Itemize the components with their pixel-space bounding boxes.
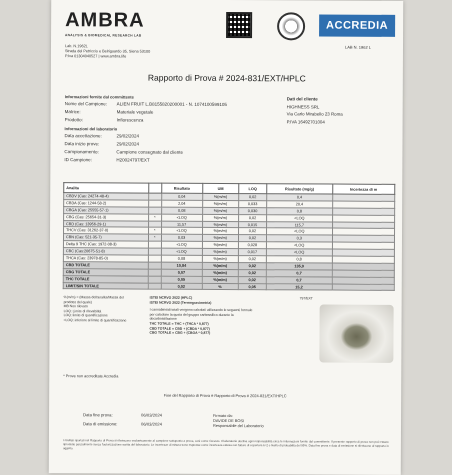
table-cell: %(m/m): [202, 228, 238, 235]
address-line: Lab. N.1962L: [64, 44, 88, 49]
lab-number: LAB N. 1962 L: [344, 44, 372, 50]
table-cell: 0,015: [238, 221, 266, 228]
table-cell: 0,08: [161, 207, 202, 214]
client-block: [287, 95, 343, 125]
column-header: [149, 183, 162, 193]
logo-text: AMBRA: [65, 9, 145, 32]
table-cell: 0,8: [267, 207, 333, 214]
table-cell: %(m/m): [202, 221, 238, 228]
table-cell: 0,08: [161, 255, 202, 262]
lab-field: Campionamento: Campione consegnato dal cliente: [64, 149, 184, 155]
client-line: HIGHNESS SRL: [286, 103, 320, 109]
table-cell: CBD (Cas: 13956-29-1): [64, 220, 149, 227]
column-header: UM: [202, 183, 238, 193]
table-cell: %(m/m): [202, 249, 238, 256]
method-line: ISTEI NCRVO 2022 (Termogravimetria): [149, 300, 212, 305]
table-cell: %(m/m): [202, 269, 238, 276]
table-cell: CBN (Cas: 521-35-7): [63, 234, 148, 241]
note-line: MB Non rilevato: [63, 304, 88, 309]
table-cell: 0,04: [161, 193, 202, 200]
formula-line: CBG TOTALE = CBG + (CBGA * 0,877): [149, 330, 211, 336]
column-header: Risultato (mg/g): [267, 184, 333, 194]
logo-subtitle: ANALYSIS & BIOMEDICAL RESEARCH LAB: [65, 33, 142, 38]
table-cell: %(m/m): [202, 193, 238, 200]
results-table: [63, 182, 396, 291]
method-line: ISTEI NCRVO 2022 (HPLC): [149, 295, 193, 300]
lab-address: [65, 44, 150, 59]
lab-field: Data inizio prove: 29/02/2024: [64, 141, 140, 147]
table-cell: CBD TOTALE: [63, 262, 148, 269]
table-cell: 0,02: [238, 214, 266, 221]
certification-seal-icon: [277, 12, 305, 40]
address-line: P.Iva 01304040527 | www.ambra.life: [64, 54, 127, 59]
table-cell: 11,57: [161, 221, 202, 228]
table-cell: %(m/m): [202, 255, 238, 262]
table-cell: %(m/m): [202, 207, 238, 214]
table-cell: <LOQ: [267, 214, 333, 221]
table-cell: LIMIT/SIN TOTALE: [63, 282, 148, 289]
table-cell: 0,4: [267, 194, 333, 201]
note-line: LOQ: Limite di rilevabilità: [63, 308, 102, 314]
table-cell: THCA (Cas: 23978-85-0): [63, 255, 148, 262]
table-cell: 20,4: [267, 201, 333, 208]
table-cell: CBG TOTALE: [63, 268, 148, 275]
method-text: I cannabinoidi totali vengono calcolati utilizzando le seguenti formule per calcolare la quota del gruppo carbossilico durante la decarbossilazione: [149, 307, 253, 322]
table-cell: 0,07: [161, 269, 202, 276]
table-cell: CBG (Cas: 25654-31-3): [64, 213, 149, 220]
table-cell: 0,03: [161, 235, 202, 242]
sample-field: Matrice: Materiale vegetale: [64, 109, 154, 115]
table-cell: 0,3: [266, 235, 332, 242]
client-line: P.IVA 16492701004: [286, 118, 325, 125]
table-cell: [148, 283, 161, 290]
table-cell: %: [202, 283, 238, 290]
table-cell: 0,02: [238, 276, 266, 283]
signature-block: [213, 414, 264, 429]
accreditation-note: * Prove non accreditate Accredia: [63, 374, 119, 379]
end-of-report-line: Fine del Rapporto di Prova # Rapporto di Prova # 2024-831/EXT/HPLC: [163, 392, 287, 399]
table-cell: 0,02: [239, 194, 267, 201]
table-cell: [332, 284, 394, 291]
lab-field: Data accettazione: 29/02/2024: [64, 133, 140, 139]
report-title: Rapporto di Prova # 2024-831/EXT/HPLC: [147, 72, 306, 84]
column-header: Analita: [64, 183, 149, 193]
table-cell: <LOQ: [266, 242, 332, 249]
sample-field: Prodotto: Infiorescenza: [64, 117, 144, 123]
sample-photo: [319, 304, 393, 362]
lab-field: ID Campione: H20024797/EXT: [64, 157, 150, 163]
table-cell: %(m/m): [202, 262, 238, 269]
lab-section-title: Informazioni del laboratorio: [64, 126, 118, 132]
table-cell: <LOQ: [161, 248, 202, 255]
table-cell: 0,05: [238, 283, 266, 290]
table-cell: 115,7: [267, 221, 333, 228]
report-page: [49, 0, 403, 475]
date-row: Data fine prova: 06/03/2024: [83, 412, 163, 418]
address-line: Strada del Petriccio e Belriguardo 35, Siena 53100: [64, 49, 151, 54]
table-cell: <LOQ: [161, 214, 202, 221]
table-cell: 0,05: [161, 276, 202, 283]
table-cell: 0,02: [161, 283, 202, 290]
table-cell: %(m/m): [202, 276, 238, 283]
signer-name: DAVIDE DE BOSI: [213, 417, 245, 423]
table-cell: <LOQ: [161, 228, 202, 235]
accredia-logo: ACCREDIA: [319, 14, 395, 36]
formula-line: CBD TOTALE = CBD + (CBDA * 0,877): [149, 326, 210, 331]
table-cell: 0,02: [238, 269, 266, 276]
legal-disclaimer: I risultati riportati nel Rapporto di Prova si riferiscono esclusivamente al campione sottoposto a prova, così come ricevuto. Il laboratorio declina ogni responsabilità circa le informazioni fornite dal committente. Il presente rapporto di prova non può essere riprodotto parzialmente senza l'autorizzazione scritta del laboratorio. Le incertezze di misura sono espresse come incertezza estesa con fattore di copertura k=2 e livello di probabilità del 95%. Data fine prova e data di emissione si riferiscono al rapporto in oggetto.: [62, 438, 389, 451]
table-cell: *: [149, 228, 162, 235]
table-cell: Delta 9 THC (Cas: 1972-08-3): [63, 241, 148, 248]
signer-role: Responsabile del Laboratorio: [213, 422, 264, 428]
column-header: Risultato: [161, 183, 202, 193]
notes-legend: [64, 295, 128, 323]
sample-field: Nome del Campione: ALIEN FRUIT L.B8155820200001 - N. 1074100599105: [64, 101, 227, 108]
table-cell: %(m/m): [202, 242, 238, 249]
notes-method: [149, 296, 257, 336]
table-cell: 0,02: [238, 228, 266, 235]
table-cell: 0,033: [239, 200, 267, 207]
column-header: LOQ: [239, 184, 267, 194]
signer-label: Firmato da:: [213, 412, 233, 419]
table-cell: 0,017: [238, 249, 266, 256]
table-cell: *: [149, 214, 162, 221]
table-cell: CBDV (Cas: 24274-48-4): [64, 193, 149, 200]
formula-line: THC TOTALE = THC + (THCA * 0,877): [149, 321, 209, 326]
date-row: Data di emissione: 06/03/2024: [83, 420, 163, 427]
table-cell: THCV (Cas: 31262-37-0): [64, 227, 149, 234]
table-cell: <LOQ: [161, 241, 202, 248]
table-cell: CBGA (Cas: 25555-57-1): [64, 206, 149, 213]
results-body: [63, 193, 395, 291]
note-line: LOQ: limite di quantificazione: [63, 313, 108, 318]
table-cell: %(m/m): [202, 214, 238, 221]
sample-section-title: Informazioni fornite dal committente: [64, 94, 134, 100]
photo-label: 797/EXT: [299, 296, 313, 301]
table-cell: 135,9: [266, 263, 332, 270]
table-cell: %(m/m): [202, 235, 238, 242]
qr-code-icon: [226, 12, 252, 38]
table-cell: 0,028: [238, 242, 266, 249]
total-row: [63, 282, 394, 291]
table-cell: 2,04: [161, 200, 202, 207]
column-header: Incertezza di m: [332, 184, 394, 194]
table-cell: CBC (Cas:20675-51-8): [63, 248, 148, 255]
table-cell: 0,7: [266, 270, 332, 277]
note-line: %(m/m) = (Massa dell'analita/Massa del prodotto del quale): [63, 295, 124, 304]
ambra-logo: [65, 9, 145, 37]
report-dates: [83, 411, 162, 428]
table-cell: 0,8: [266, 256, 332, 263]
table-cell: 0,7: [266, 276, 332, 283]
table-cell: 0,02: [238, 262, 266, 269]
table-cell: %(m/m): [202, 200, 238, 207]
note-line: <LOQ: inferiore al limite di quantificazione: [63, 318, 127, 323]
table-cell: 0,02: [238, 256, 266, 263]
table-cell: 0,02: [238, 235, 266, 242]
table-cell: <LOQ: [266, 228, 332, 235]
client-title: Dati del cliente: [286, 96, 318, 102]
table-cell: 10,84: [161, 262, 202, 269]
table-cell: <LOQ: [266, 249, 332, 256]
table-cell: 15,2: [266, 283, 332, 290]
table-cell: 0,030: [239, 207, 267, 214]
client-line: Via Carlo Mirabello 23 Roma: [286, 111, 343, 117]
table-cell: *: [148, 234, 161, 241]
table-cell: CBDA (Cas: 1244-58-2): [64, 200, 149, 207]
table-cell: THC TOTALE: [63, 275, 148, 282]
